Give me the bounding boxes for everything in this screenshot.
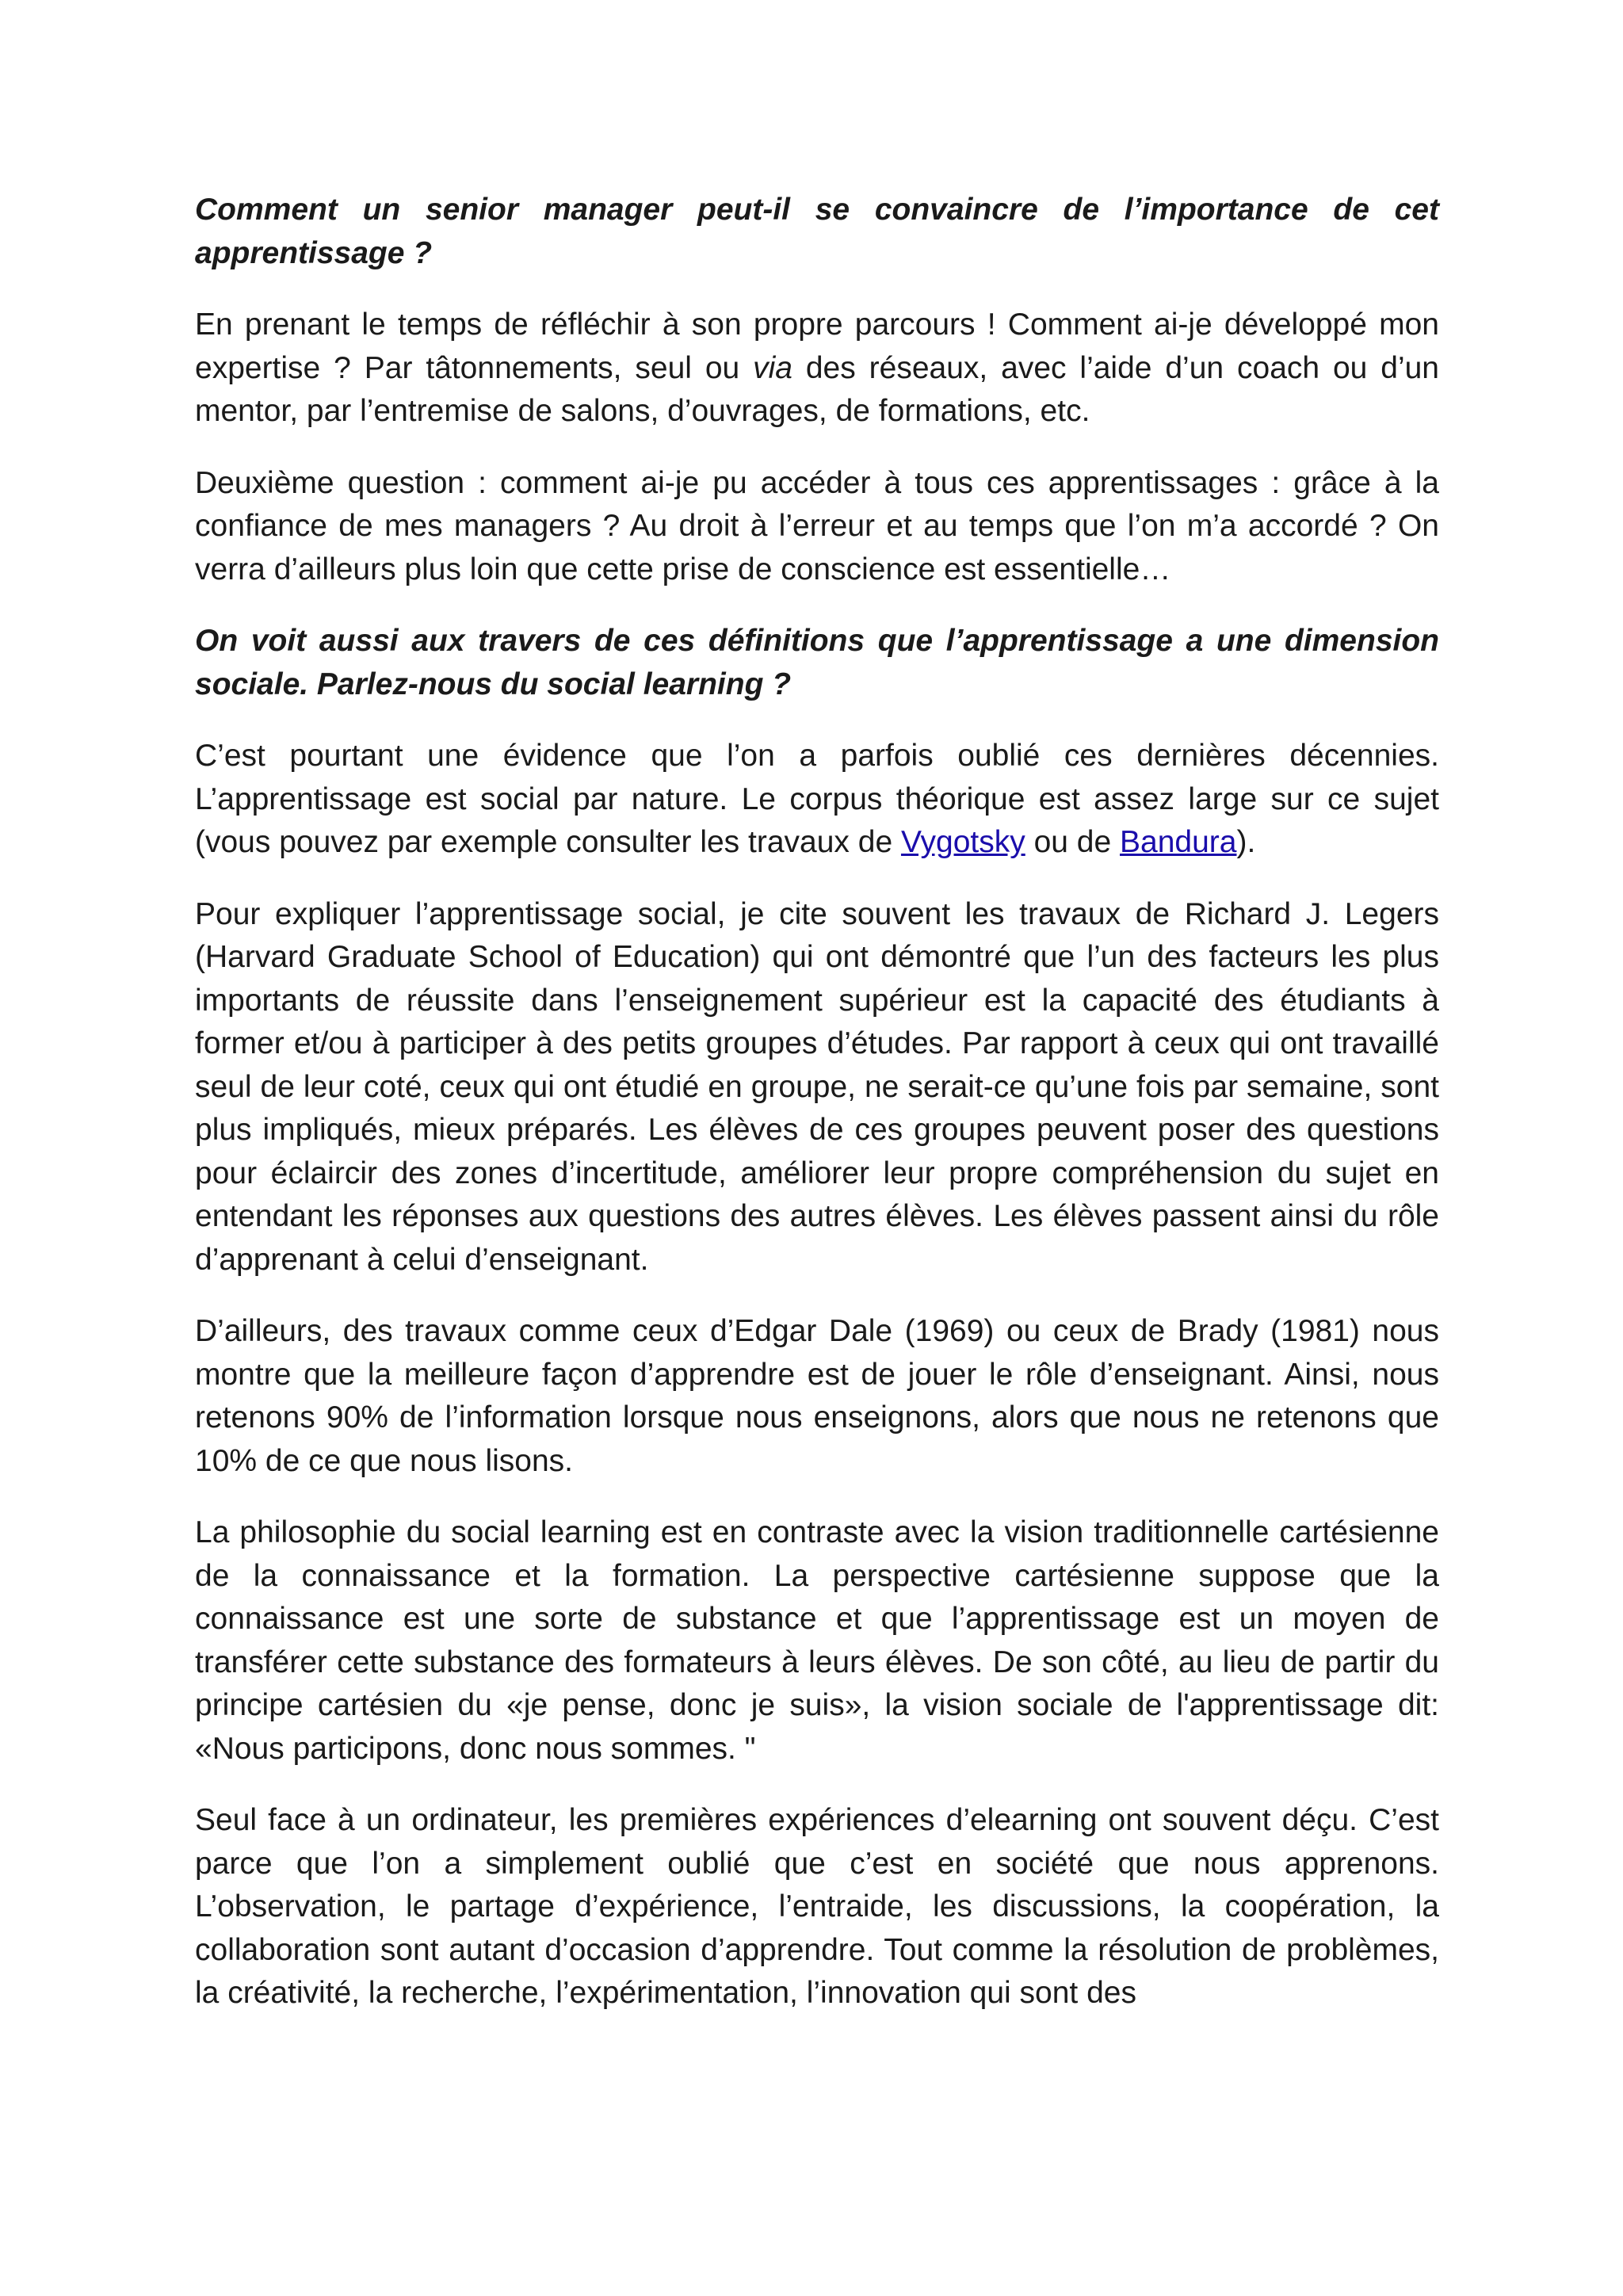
paragraph-3 xyxy=(195,735,1439,865)
vygotsky-link[interactable]: Vygotsky xyxy=(900,825,1025,859)
paragraph-3-connector: ou de xyxy=(1025,825,1121,859)
paragraph-1 xyxy=(195,304,1439,434)
paragraph-3-end: ). xyxy=(1236,825,1256,859)
paragraph-7: Seul face à un ordinateur, les premières expériences d’elearning ont souvent déçu. C’est parce que l’on a simplement oublié que c’est en société que nous apprenons. L’observation, le partage d’expérience, l’entraide, les discussions, la coopération, la collaboration sont autant d’occasion d’apprendre. Tout comme la résolution de problèmes, la créativité, la recherche, l’expérimentation, l’innovation qui sont des xyxy=(195,1803,1439,2010)
paragraph-5: D’ailleurs, des travaux comme ceux d’Edgar Dale (1969) ou ceux de Brady (1981) nous montre que la meilleure façon d’apprendre est de jouer le rôle d’enseignant. Ainsi, nous retenons 90% de l’information lorsque nous enseignons, alors que nous ne retenons que 10% de ce que nous lisons. xyxy=(195,1314,1439,1478)
question-heading-2: On voit aussi aux travers de ces définitions que l’apprentissage a une dimension sociale. Parlez-nous du social learning ? xyxy=(195,624,1439,701)
paragraph-6: La philosophie du social learning est en contraste avec la vision traditionnelle cartésienne de la connaissance et la formation. La perspective cartésienne suppose que la connaissance est une sorte de substance et que l’apprentissage est un moyen de transférer cette substance des formateurs à leurs élèves. De son côté, au lieu de partir du principe cartésien du «je pense, donc je suis», la vision sociale de l'apprentissage dit: «Nous participons, donc nous sommes. " xyxy=(195,1515,1439,1766)
paragraph-4: Pour expliquer l’apprentissage social, je cite souvent les travaux de Richard J. Legers (Harvard Graduate School of Education) qui ont démontré que l’un des facteurs les plus importants de réussite dans l’enseignement supérieur est la capacité des étudiants à former et/ou à participer à des petits groupes d’études. Par rapport à ceux qui ont travaillé seul de leur coté, ceux qui ont étudié en groupe, ne serait-ce qu’une fois par semaine, sont plus impliqués, mieux préparés. Les élèves de ces groupes peuvent poser des questions pour éclaircir des zones d’incertitude, améliorer leur propre compréhension du sujet en entendant les réponses aux questions des autres élèves. Les élèves passent ainsi du rôle d’apprenant à celui d’enseignant. xyxy=(195,896,1439,1277)
paragraph-3-text: C’est pourtant une évidence que l’on a parfois oublié ces dernières décennies. L’apprentissage est social par nature. Le corpus théorique est assez large sur ce sujet (vous pouvez par exemple consulter les travaux de xyxy=(195,739,1439,859)
paragraph-2: Deuxième question : comment ai-je pu accéder à tous ces apprentissages : grâce à la confiance de mes managers ? Au droit à l’erreur et au temps que l’on m’a accordé ? On verra d’ailleurs plus loin que cette prise de conscience est essentielle… xyxy=(195,465,1439,586)
bandura-link[interactable]: Bandura xyxy=(1120,825,1237,859)
question-heading-1: Comment un senior manager peut-il se convaincre de l’importance de cet apprentissage ? xyxy=(195,193,1439,270)
paragraph-1-text-a: En prenant le temps de réfléchir à son propre parcours ! Comment ai-je développé mon expertise ? Par tâtonnements, seul ou xyxy=(195,308,1439,385)
document-page xyxy=(195,189,1439,2044)
paragraph-1-text-b: des réseaux, avec l’aide d’un coach ou d’un mentor, par l’entremise de salons, d’ouvrages, de formations, etc. xyxy=(195,350,1439,428)
paragraph-1-emphasis: via xyxy=(753,350,792,385)
